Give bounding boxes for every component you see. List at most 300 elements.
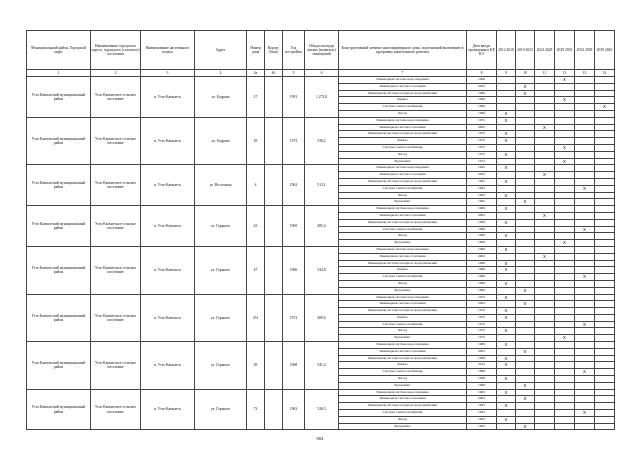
period-cell (595, 369, 615, 376)
period-cell (555, 274, 575, 281)
settlement-cell: Усть-Камчатское сельское поселение (91, 77, 141, 118)
period-cell (555, 253, 575, 260)
period-cell (595, 321, 615, 328)
date-cell: 1972 (467, 131, 497, 138)
period-mark: X (575, 185, 595, 192)
period-cell (497, 83, 516, 90)
period-cell (535, 376, 555, 383)
period-mark: X (497, 314, 516, 321)
header-house: Номер дома (247, 31, 265, 70)
build-year-cell: 1968 (283, 342, 305, 390)
date-cell: 1972 (467, 294, 497, 301)
element-cell: Инженерная система отопления (339, 83, 467, 90)
period-cell (595, 287, 615, 294)
period-cell (575, 301, 595, 308)
period-mark: X (497, 206, 516, 213)
period-cell (535, 158, 555, 165)
settlement-cell: Усть-Камчатское сельское поселение (91, 117, 141, 165)
element-cell: Инженерная система холодного водоснабжения (339, 308, 467, 315)
street-cell: ул. Восточная (195, 165, 247, 206)
period-mark: X (497, 342, 516, 349)
period-cell (555, 362, 575, 369)
period-cell (595, 246, 615, 253)
period-mark: X (497, 151, 516, 158)
period-cell (516, 369, 535, 376)
element-cell: Фундамент (339, 199, 467, 206)
period-cell (497, 212, 516, 219)
period-cell (516, 416, 535, 423)
period-mark: X (516, 348, 535, 355)
district-cell: Усть-Камчатский муниципальный район (27, 246, 91, 294)
period-cell (535, 410, 555, 417)
period-cell (555, 342, 575, 349)
street-cell: ул. Бодрова (195, 117, 247, 165)
date-cell: 2002 (467, 83, 497, 90)
date-cell: 1963 (467, 423, 497, 430)
period-cell (516, 240, 535, 247)
period-mark: X (497, 178, 516, 185)
period-cell (595, 219, 615, 226)
header-area: Общая площадь жилых (нежилых) помещений (305, 31, 339, 70)
period-cell (535, 348, 555, 355)
table-row (27, 165, 615, 172)
period-cell (595, 158, 615, 165)
period-cell (535, 97, 555, 104)
element-cell: Фасад (339, 110, 467, 117)
table-row (27, 342, 615, 349)
date-cell: 1996 (467, 97, 497, 104)
street-cell: ул. Горького (195, 389, 247, 430)
period-cell (535, 117, 555, 124)
period-cell (535, 389, 555, 396)
period-cell (595, 267, 615, 274)
element-cell: Инженерная система отопления (339, 348, 467, 355)
period-cell (575, 172, 595, 179)
period-mark: X (497, 355, 516, 362)
area-cell: 485,4 (305, 206, 339, 247)
street-cell: ул. Бодрова (195, 77, 247, 118)
element-cell: Инженерная система отопления (339, 172, 467, 179)
period-cell (555, 267, 575, 274)
date-cell: 1966 (467, 274, 497, 281)
period-cell (595, 131, 615, 138)
period-mark: X (497, 131, 516, 138)
period-cell (516, 233, 535, 240)
period-mark: X (516, 199, 535, 206)
period-cell (516, 192, 535, 199)
locality-cell: п. Усть-Камчатск (141, 246, 195, 294)
element-cell: Фундамент (339, 423, 467, 430)
period-cell (575, 199, 595, 206)
period-cell (555, 287, 575, 294)
period-cell (516, 172, 535, 179)
period-cell (555, 314, 575, 321)
date-cell: 1996 (467, 90, 497, 97)
date-cell: 1972 (467, 335, 497, 342)
period-cell (497, 382, 516, 389)
period-cell (516, 151, 535, 158)
period-cell (575, 233, 595, 240)
period-cell (516, 206, 535, 213)
period-cell (555, 172, 575, 179)
period-cell (555, 199, 575, 206)
element-cell: Крыша (339, 267, 467, 274)
period-mark: X (555, 144, 575, 151)
column-number: 4а (247, 70, 265, 77)
locality-cell: п. Усть-Камчатск (141, 294, 195, 342)
period-cell (497, 124, 516, 131)
date-cell: 1972 (467, 151, 497, 158)
header-district: Муниципальный район, Городской округ (27, 31, 91, 70)
period-cell (595, 274, 615, 281)
period-cell (555, 138, 575, 145)
period-cell (516, 178, 535, 185)
column-number: 4б (265, 70, 283, 77)
date-cell: 1962 (467, 192, 497, 199)
period-cell (497, 104, 516, 111)
period-cell (497, 321, 516, 328)
element-cell: Система электроснабжения (339, 410, 467, 417)
period-cell (555, 410, 575, 417)
period-cell (497, 348, 516, 355)
date-cell: 1963 (467, 410, 497, 417)
table-row (27, 206, 615, 213)
date-cell: 2014 (467, 362, 497, 369)
period-cell (516, 321, 535, 328)
period-cell (535, 342, 555, 349)
build-year-cell: 1972 (283, 294, 305, 342)
column-number: 10 (516, 70, 535, 77)
period-cell (535, 382, 555, 389)
period-mark: X (497, 416, 516, 423)
period-cell (516, 376, 535, 383)
period-mark: X (575, 226, 595, 233)
period-mark: X (497, 117, 516, 124)
date-cell: 1969 (467, 219, 497, 226)
period-cell (555, 294, 575, 301)
period-cell (497, 185, 516, 192)
header-period-2034: 2034 2038 (575, 31, 595, 70)
element-cell: Фундамент (339, 335, 467, 342)
block-cell (265, 77, 283, 118)
period-cell (575, 77, 595, 84)
period-mark: X (497, 260, 516, 267)
date-cell: 2002 (467, 212, 497, 219)
period-cell (516, 226, 535, 233)
table-row (27, 246, 615, 253)
period-cell (535, 287, 555, 294)
period-cell (575, 83, 595, 90)
element-cell: Инженерная система холодного водоснабжения (339, 178, 467, 185)
date-cell: 1969 (467, 206, 497, 213)
area-cell: 1 272,8 (305, 77, 339, 118)
header-element: Конструктивный элемент многоквартирного дома, подлежащий включению в программу капитального ремонта (339, 31, 467, 70)
house-number-cell: 47 (247, 246, 265, 294)
date-cell: 1963 (467, 389, 497, 396)
element-cell: Крыша (339, 138, 467, 145)
period-mark: X (575, 369, 595, 376)
column-number: 4 (195, 70, 247, 77)
element-cell: Крыша (339, 314, 467, 321)
element-cell: Фасад (339, 328, 467, 335)
date-cell: 1969 (467, 233, 497, 240)
period-cell (575, 314, 595, 321)
date-cell: 2002 (467, 172, 497, 179)
register-sheet (26, 30, 614, 430)
element-cell: Система электроснабжения (339, 226, 467, 233)
period-cell (575, 362, 595, 369)
period-cell (575, 110, 595, 117)
period-mark: X (535, 253, 555, 260)
element-cell: Инженерная система водоотведения (339, 117, 467, 124)
period-cell (497, 396, 516, 403)
period-cell (535, 192, 555, 199)
period-cell (535, 308, 555, 315)
settlement-cell: Усть-Камчатское сельское поселение (91, 342, 141, 390)
period-cell (595, 308, 615, 315)
locality-cell: п. Усть-Камчатск (141, 206, 195, 247)
period-cell (595, 328, 615, 335)
date-cell: 2002 (467, 301, 497, 308)
period-mark: X (555, 158, 575, 165)
area-cell: 538,2 (305, 117, 339, 165)
house-number-cell: 29 (247, 117, 265, 165)
period-cell (575, 416, 595, 423)
column-number: 1 (27, 70, 91, 77)
period-cell (535, 104, 555, 111)
period-cell (516, 219, 535, 226)
block-cell (265, 246, 283, 294)
period-cell (595, 355, 615, 362)
period-cell (595, 90, 615, 97)
period-cell (595, 410, 615, 417)
period-cell (575, 151, 595, 158)
house-number-cell: 47а (247, 294, 265, 342)
period-cell (575, 144, 595, 151)
date-cell: 1968 (467, 342, 497, 349)
period-cell (595, 342, 615, 349)
period-cell (575, 104, 595, 111)
period-cell (555, 328, 575, 335)
date-cell: 1962 (467, 165, 497, 172)
period-cell (555, 192, 575, 199)
element-cell: Крыша (339, 97, 467, 104)
period-cell (535, 165, 555, 172)
district-cell: Усть-Камчатский муниципальный район (27, 206, 91, 247)
period-cell (575, 240, 595, 247)
element-cell: Инженерная система холодного водоснабжения (339, 355, 467, 362)
period-cell (595, 382, 615, 389)
date-cell: 1996 (467, 104, 497, 111)
period-mark: X (516, 301, 535, 308)
page-number: 804 (316, 436, 324, 441)
period-cell (516, 124, 535, 131)
period-cell (555, 110, 575, 117)
period-cell (516, 294, 535, 301)
date-cell: 1962 (467, 185, 497, 192)
date-cell: 1972 (467, 117, 497, 124)
period-cell (595, 192, 615, 199)
period-mark: X (516, 287, 535, 294)
date-cell: 1968 (467, 376, 497, 383)
period-cell (535, 77, 555, 84)
date-cell: 1972 (467, 314, 497, 321)
area-cell: 489,6 (305, 294, 339, 342)
period-cell (555, 348, 575, 355)
period-mark: X (535, 124, 555, 131)
element-cell: Инженерная система отопления (339, 124, 467, 131)
period-cell (535, 294, 555, 301)
period-cell (497, 410, 516, 417)
period-cell (575, 328, 595, 335)
period-cell (535, 138, 555, 145)
element-cell: Инженерная система водоотведения (339, 165, 467, 172)
period-cell (555, 321, 575, 328)
locality-cell: п. Усть-Камчатск (141, 389, 195, 430)
period-cell (575, 348, 595, 355)
area-cell: 526,5 (305, 389, 339, 430)
date-cell: 1996 (467, 77, 497, 84)
period-cell (516, 308, 535, 315)
period-cell (595, 83, 615, 90)
period-cell (535, 246, 555, 253)
period-cell (535, 226, 555, 233)
element-cell: Система электроснабжения (339, 369, 467, 376)
period-cell (555, 117, 575, 124)
element-cell: Фасад (339, 376, 467, 383)
build-year-cell: 1962 (283, 165, 305, 206)
element-cell: Система электроснабжения (339, 144, 467, 151)
period-cell (516, 280, 535, 287)
period-cell (595, 240, 615, 247)
period-cell (595, 165, 615, 172)
period-cell (516, 335, 535, 342)
period-cell (595, 253, 615, 260)
date-cell: 1963 (467, 416, 497, 423)
column-number: 14 (595, 70, 615, 77)
element-cell: Крыша (339, 362, 467, 369)
period-cell (595, 178, 615, 185)
period-mark: X (497, 308, 516, 315)
period-cell (595, 260, 615, 267)
period-mark: X (497, 233, 516, 240)
element-cell: Фасад (339, 416, 467, 423)
date-cell: 1968 (467, 355, 497, 362)
period-cell (555, 308, 575, 315)
column-number: 12 (555, 70, 575, 77)
period-cell (516, 362, 535, 369)
date-cell: 2002 (467, 396, 497, 403)
build-year-cell: 1966 (283, 246, 305, 294)
period-cell (595, 212, 615, 219)
period-cell (516, 274, 535, 281)
period-cell (535, 335, 555, 342)
element-cell: Система электроснабжения (339, 321, 467, 328)
header-period-2014: 2014 2018 (497, 31, 516, 70)
element-cell: Инженерная система водоотведения (339, 246, 467, 253)
period-cell (575, 396, 595, 403)
period-cell (555, 369, 575, 376)
table-row (27, 389, 615, 396)
table-row (27, 77, 615, 84)
period-cell (595, 314, 615, 321)
period-cell (497, 423, 516, 430)
period-cell (555, 382, 575, 389)
period-cell (595, 233, 615, 240)
date-cell: 1966 (467, 246, 497, 253)
period-cell (497, 287, 516, 294)
house-number-cell: 49 (247, 342, 265, 390)
district-cell: Усть-Камчатский муниципальный район (27, 389, 91, 430)
period-cell (595, 335, 615, 342)
period-cell (575, 158, 595, 165)
period-cell (535, 403, 555, 410)
period-cell (535, 185, 555, 192)
period-cell (555, 212, 575, 219)
date-cell: 1996 (467, 110, 497, 117)
date-cell: 1968 (467, 369, 497, 376)
period-cell (516, 77, 535, 84)
element-cell: Фасад (339, 192, 467, 199)
period-cell (535, 90, 555, 97)
period-cell (535, 260, 555, 267)
period-cell (555, 124, 575, 131)
date-cell: 1969 (467, 240, 497, 247)
element-cell: Инженерная система холодного водоснабжения (339, 131, 467, 138)
period-mark: X (516, 396, 535, 403)
house-number-cell: 27 (247, 77, 265, 118)
period-cell (575, 267, 595, 274)
period-cell (555, 185, 575, 192)
period-cell (595, 396, 615, 403)
period-cell (575, 131, 595, 138)
table-body (27, 77, 615, 430)
period-mark: X (497, 362, 516, 369)
period-mark: X (497, 280, 516, 287)
period-cell (575, 124, 595, 131)
period-cell (516, 253, 535, 260)
table-header (27, 31, 615, 77)
period-cell (497, 274, 516, 281)
period-cell (575, 97, 595, 104)
period-cell (497, 226, 516, 233)
period-cell (575, 342, 595, 349)
date-cell: 2002 (467, 253, 497, 260)
period-cell (516, 144, 535, 151)
period-cell (575, 253, 595, 260)
header-year: Год постройки (283, 31, 305, 70)
period-cell (535, 240, 555, 247)
period-cell (575, 206, 595, 213)
district-cell: Усть-Камчатский муниципальный район (27, 342, 91, 390)
period-cell (555, 131, 575, 138)
date-cell: 1972 (467, 321, 497, 328)
locality-cell: п. Усть-Камчатск (141, 342, 195, 390)
column-number: 6 (305, 70, 339, 77)
period-cell (535, 301, 555, 308)
date-cell: 1969 (467, 226, 497, 233)
district-cell: Усть-Камчатский муниципальный район (27, 117, 91, 165)
element-cell: Фундамент (339, 287, 467, 294)
period-cell (516, 212, 535, 219)
period-cell (497, 97, 516, 104)
element-cell: Инженерная система водоотведения (339, 342, 467, 349)
period-mark: X (516, 83, 535, 90)
column-number: 5 (283, 70, 305, 77)
settlement-cell: Усть-Камчатское сельское поселение (91, 246, 141, 294)
date-cell: 1972 (467, 144, 497, 151)
date-cell: 1972 (467, 158, 497, 165)
